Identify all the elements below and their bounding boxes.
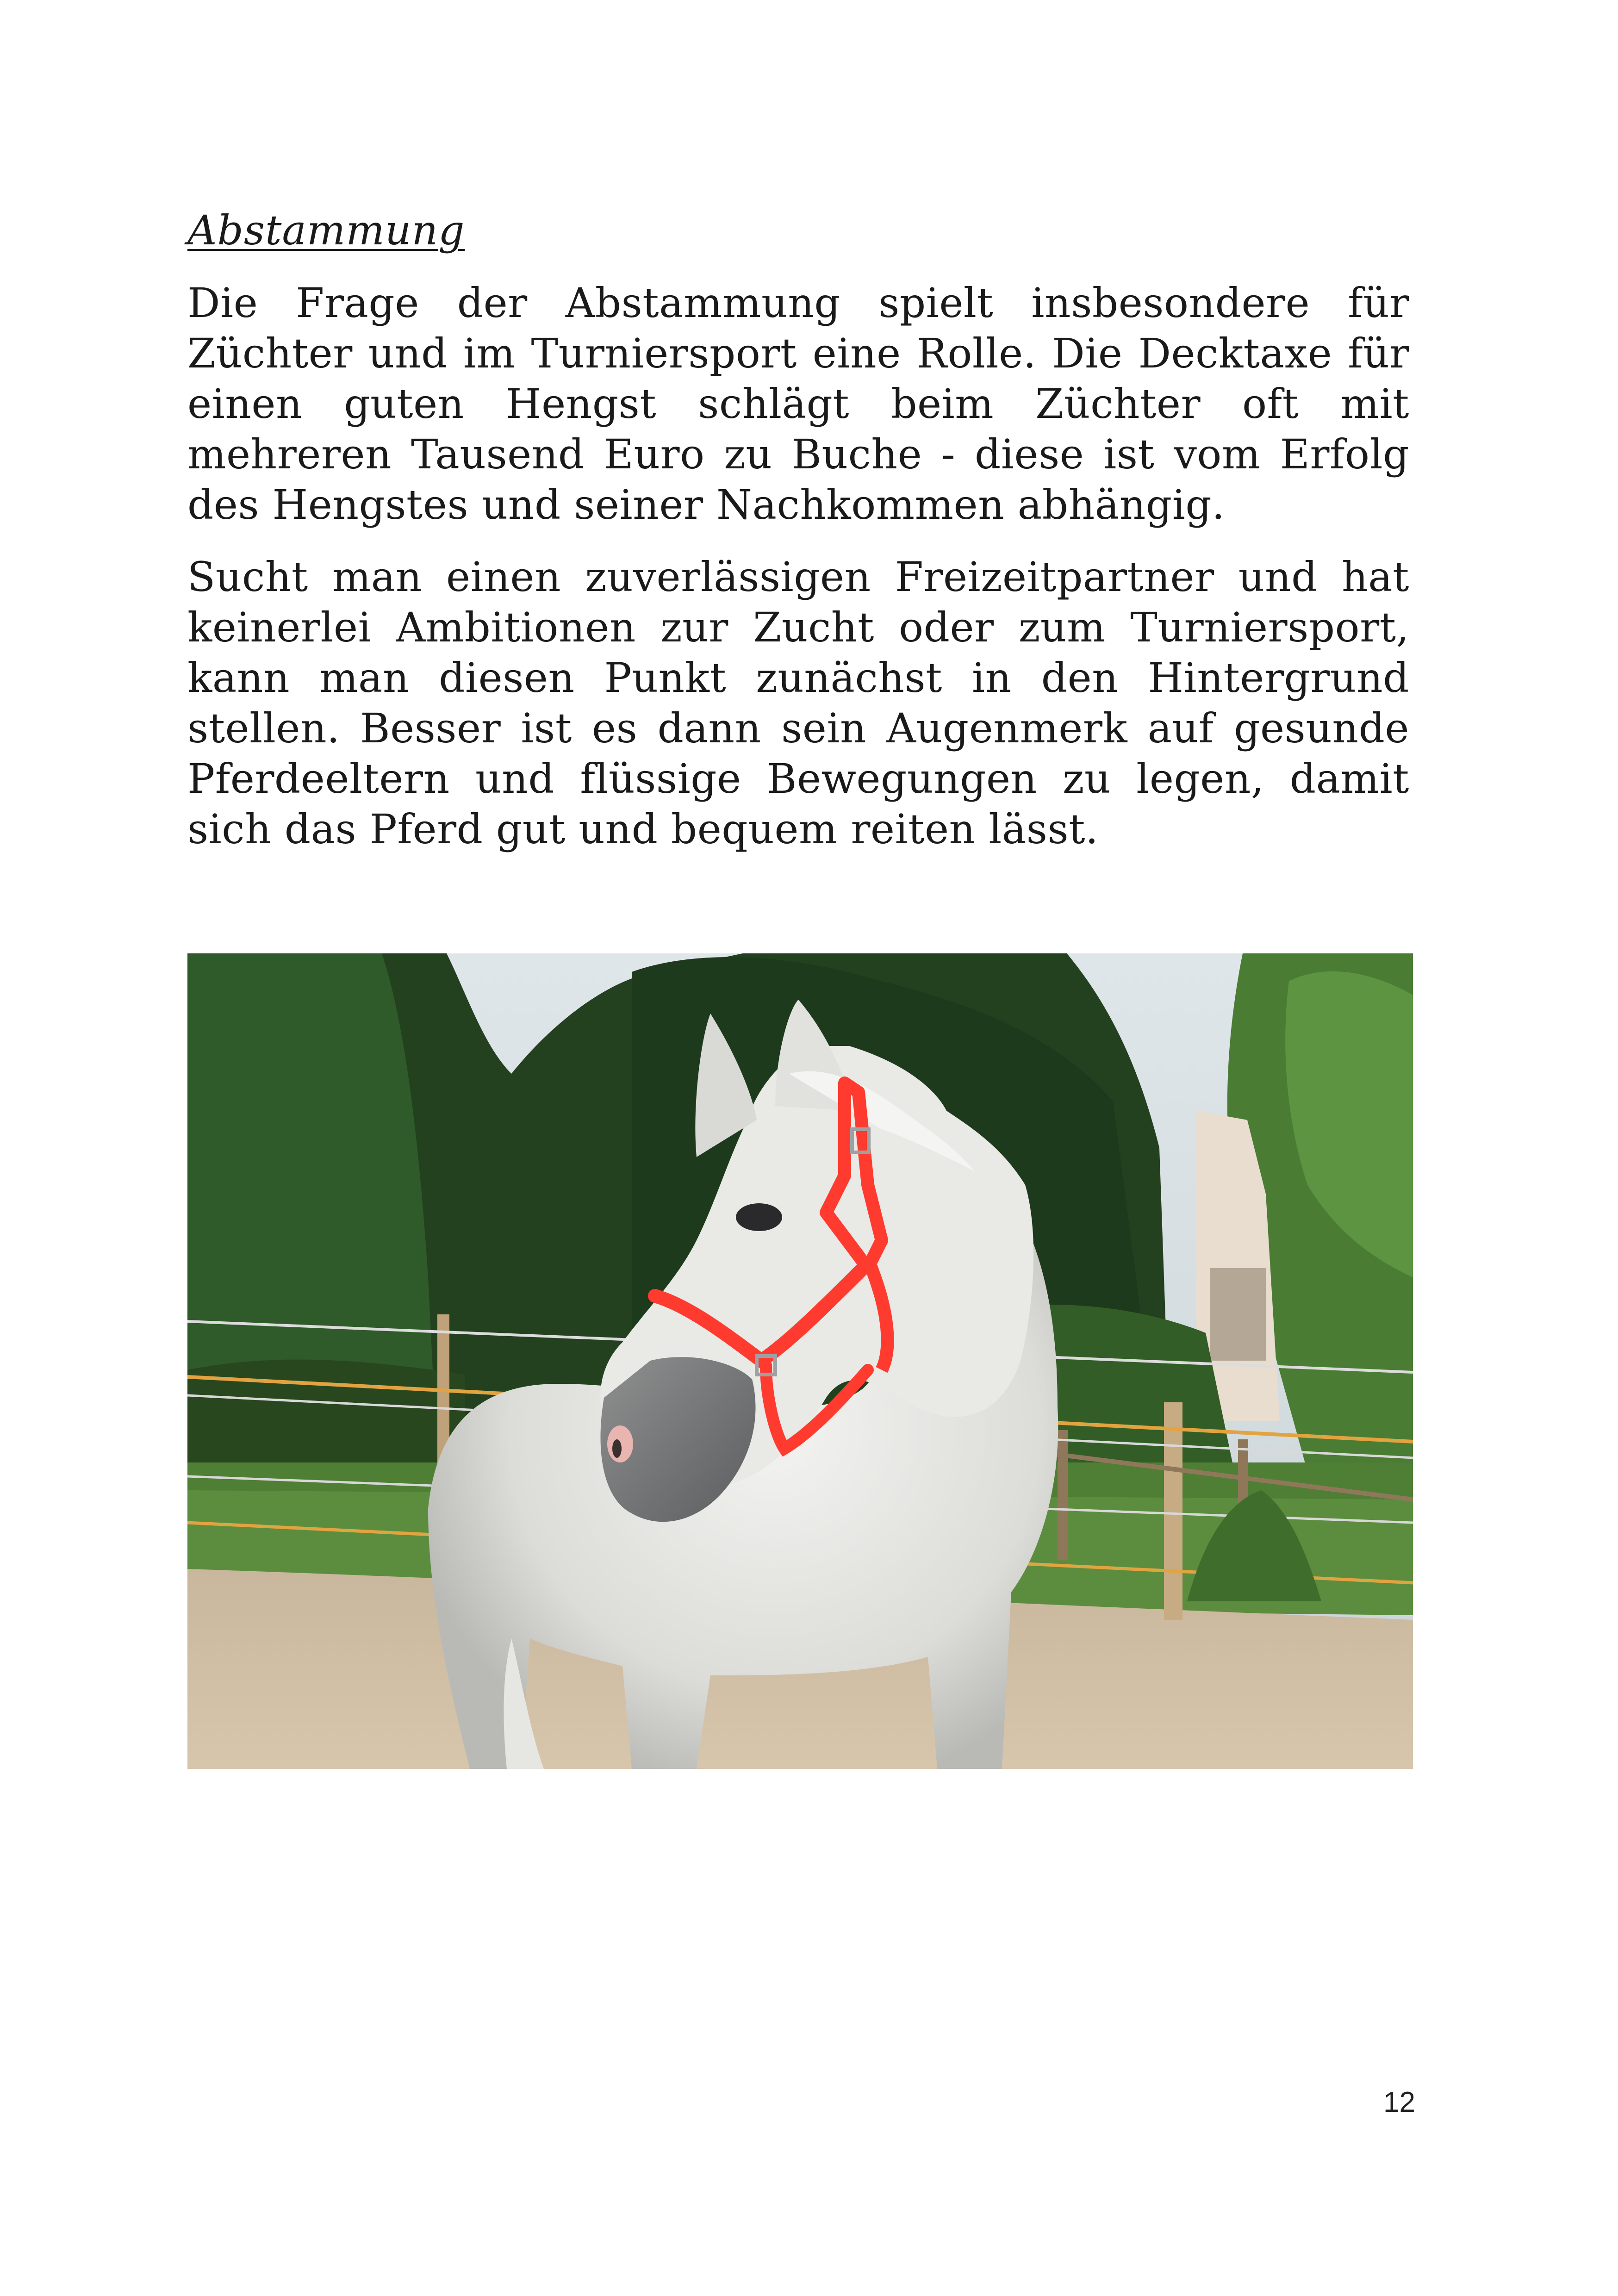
page-number: 12 [1383,2086,1415,2118]
paragraph-leisure-partner: Sucht man einen zuverlässigen Freizeitpartner und hat keinerlei Ambitionen zur Zucht oder zum Turniersport, kann man diesen Punkt zunächst in den Hintergrund stellen. Besser ist es dann sein Augenmerk auf gesunde Pferdeeltern und flüssige Bewegungen zu legen, damit sich das Pferd gut und bequem reiten lässt. [187,553,1409,853]
paragraph-lineage-breeding: Die Frage der Abstammung spielt insbesondere für Züchter und im Turniersport eine Rolle. Die Decktaxe für einen guten Hengst schlägt beim Züchter oft mit mehreren Tausend Euro zu Buche - diese ist vom Erfolg des Hengstes und seiner Nachkommen abhängig. [187,279,1409,529]
horse-photo [187,953,1413,1769]
section-heading: Abstammung [187,206,465,254]
